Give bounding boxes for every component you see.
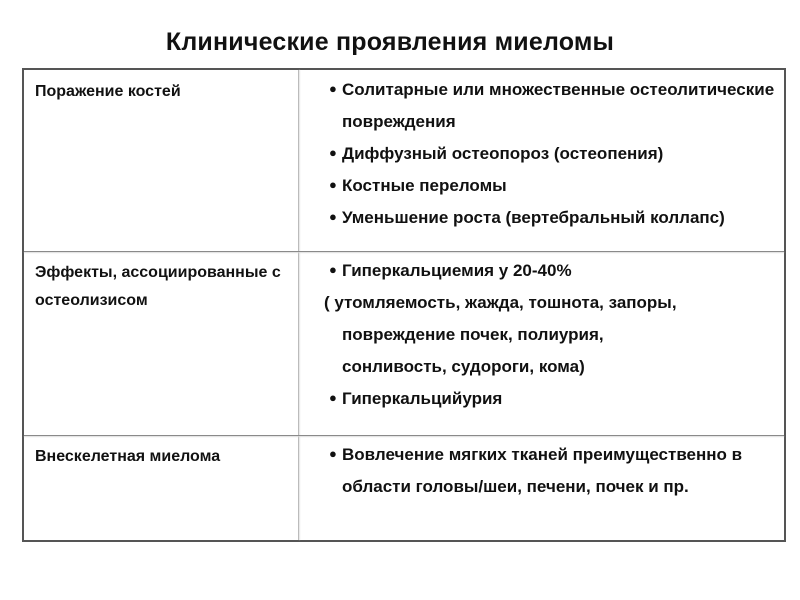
item-text: Солитарные или множественные остеолитические повреждения [342, 80, 775, 131]
list-item [324, 383, 784, 415]
bullet-icon: ● [329, 177, 337, 192]
list-item [324, 74, 784, 138]
row-content-bone-lesions [324, 74, 784, 234]
row-label-bone-lesions: Поражение костей [35, 83, 181, 100]
table-row-extraskeletal-myeloma [24, 435, 784, 540]
row-label-osteolysis-effects: Эффекты, ассоциированные с остеолизисом [35, 264, 281, 309]
list-item [324, 202, 784, 234]
item-text: Уменьшение роста (вертебральный коллапс) [342, 208, 725, 227]
item-text: Костные переломы [342, 176, 507, 195]
symptoms-note-line: сонливость, судороги, кома) [342, 357, 585, 376]
list-item [324, 255, 784, 287]
list-item [324, 170, 784, 202]
list-item [324, 439, 784, 503]
table-row-bone-lesions [24, 70, 784, 251]
row-content-osteolysis-effects [324, 255, 784, 415]
item-text: Гиперкальциемия у 20-40% [342, 261, 572, 280]
bullet-icon: ● [329, 81, 337, 96]
symptoms-note-line: ( утомляемость, жажда, тошнота, запоры, [324, 293, 677, 312]
item-text: Вовлечение мягких тканей преимущественно в области головы/шеи, печени, почек и пр. [342, 445, 743, 496]
bullet-icon: ● [329, 262, 337, 277]
item-text: Диффузный остеопороз (остеопения) [342, 144, 664, 163]
manifestations-table [22, 68, 786, 542]
list-item [324, 138, 784, 170]
bullet-icon: ● [329, 209, 337, 224]
symptoms-note-line: повреждение почек, полиурия, [342, 325, 604, 344]
slide-title: Клинические проявления миеломы [165, 28, 615, 56]
bullet-icon: ● [329, 446, 337, 461]
table-row-osteolysis-effects [24, 251, 784, 435]
row-label-extraskeletal-myeloma: Внескелетная миелома [35, 448, 221, 465]
row-content-extraskeletal-myeloma [324, 439, 784, 503]
bullet-icon: ● [329, 390, 337, 405]
bullet-icon: ● [329, 145, 337, 160]
item-text: Гиперкальцийурия [342, 389, 503, 408]
